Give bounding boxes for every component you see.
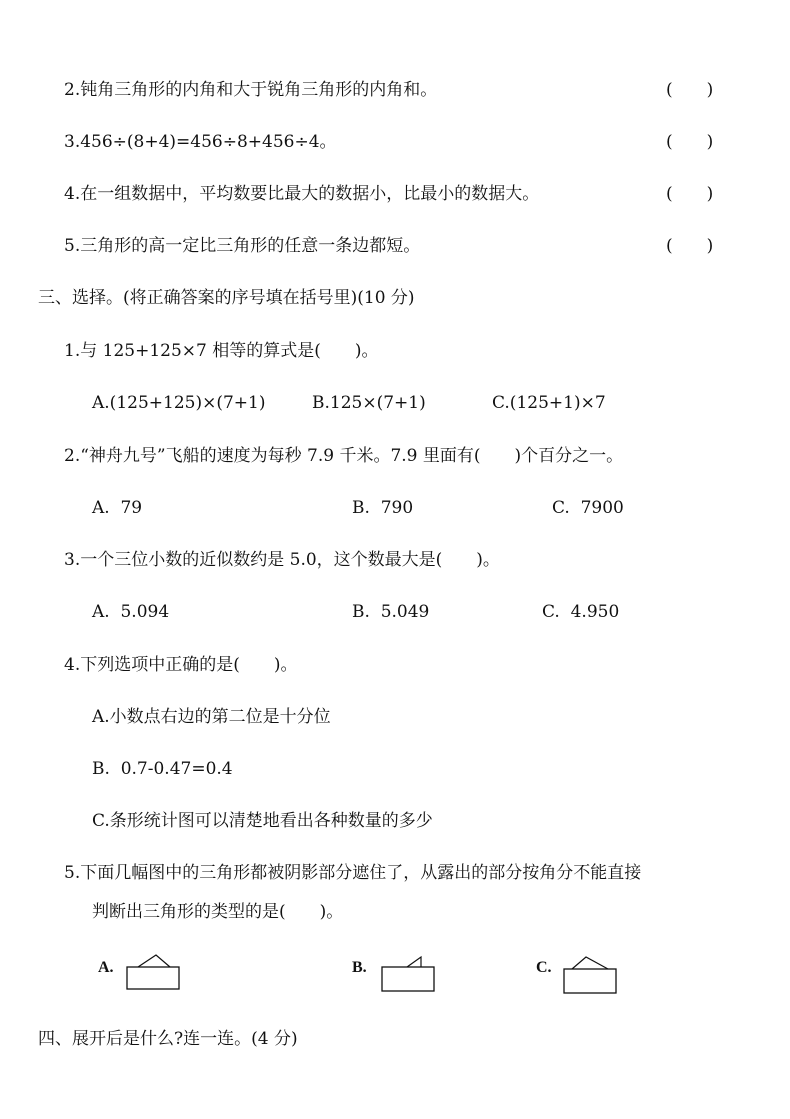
q3-option-b: B. 5.049 <box>352 602 430 622</box>
q5-figure-a-label: A. <box>98 959 114 976</box>
triangle-tip <box>572 957 608 969</box>
q1-option-b: B.125×(7+1) <box>312 393 426 413</box>
triangle-tip <box>407 957 421 967</box>
shade-box <box>382 967 434 991</box>
judgement-item-3: 3.456÷(8+4)=456÷8+456÷4。 <box>64 132 337 152</box>
choice-question-2: 2.“神舟九号”飞船的速度为每秒 7.9 千米。7.9 里面有( )个百分之一。 <box>64 446 624 466</box>
q5-figure-b <box>378 950 438 994</box>
section-heading-unfold: 四、展开后是什么?连一连。(4 分) <box>38 1029 298 1049</box>
answer-blank-4[interactable]: ( ) <box>666 184 714 204</box>
shade-box <box>127 967 179 989</box>
q4-option-a: A.小数点右边的第二位是十分位 <box>92 707 331 727</box>
choice-question-1: 1.与 125+125×7 相等的算式是( )。 <box>64 341 379 361</box>
q1-option-a: A.(125+125)×(7+1) <box>92 393 266 413</box>
q5-figure-a <box>124 950 184 994</box>
choice-question-3: 3.一个三位小数的近似数约是 5.0，这个数最大是( )。 <box>64 550 500 570</box>
answer-blank-3[interactable]: ( ) <box>666 132 714 152</box>
q5-figure-b-label: B. <box>352 959 367 976</box>
choice-question-4: 4.下列选项中正确的是( )。 <box>64 655 298 675</box>
q5-figure-c-label: C. <box>536 959 552 976</box>
judgement-item-4: 4.在一组数据中，平均数要比最大的数据小，比最小的数据大。 <box>64 184 540 204</box>
q2-option-a: A. 79 <box>92 498 143 518</box>
q4-option-b: B. 0.7-0.47=0.4 <box>92 759 233 779</box>
q3-option-c: C. 4.950 <box>542 602 620 622</box>
judgement-item-5: 5.三角形的高一定比三角形的任意一条边都短。 <box>64 236 421 256</box>
q1-option-c: C.(125+1)×7 <box>492 393 606 413</box>
choice-question-5: 5.下面几幅图中的三角形都被阴影部分遮住了，从露出的部分按角分不能直接 <box>64 863 642 883</box>
q5-figure-c <box>560 950 620 996</box>
section-heading-choice: 三、选择。(将正确答案的序号填在括号里)(10 分) <box>38 288 415 308</box>
q4-option-c: C.条形统计图可以清楚地看出各种数量的多少 <box>92 811 433 831</box>
choice-question-5-cont: 判断出三角形的类型的是( )。 <box>92 902 344 922</box>
q3-option-a: A. 5.094 <box>92 602 170 622</box>
q2-option-b: B. 790 <box>352 498 414 518</box>
q2-option-c: C. 7900 <box>552 498 624 518</box>
triangle-tip <box>138 955 170 967</box>
answer-blank-2[interactable]: ( ) <box>666 80 714 100</box>
judgement-item-2: 2.钝角三角形的内角和大于锐角三角形的内角和。 <box>64 80 438 100</box>
answer-blank-5[interactable]: ( ) <box>666 236 714 256</box>
shade-box <box>564 969 616 993</box>
